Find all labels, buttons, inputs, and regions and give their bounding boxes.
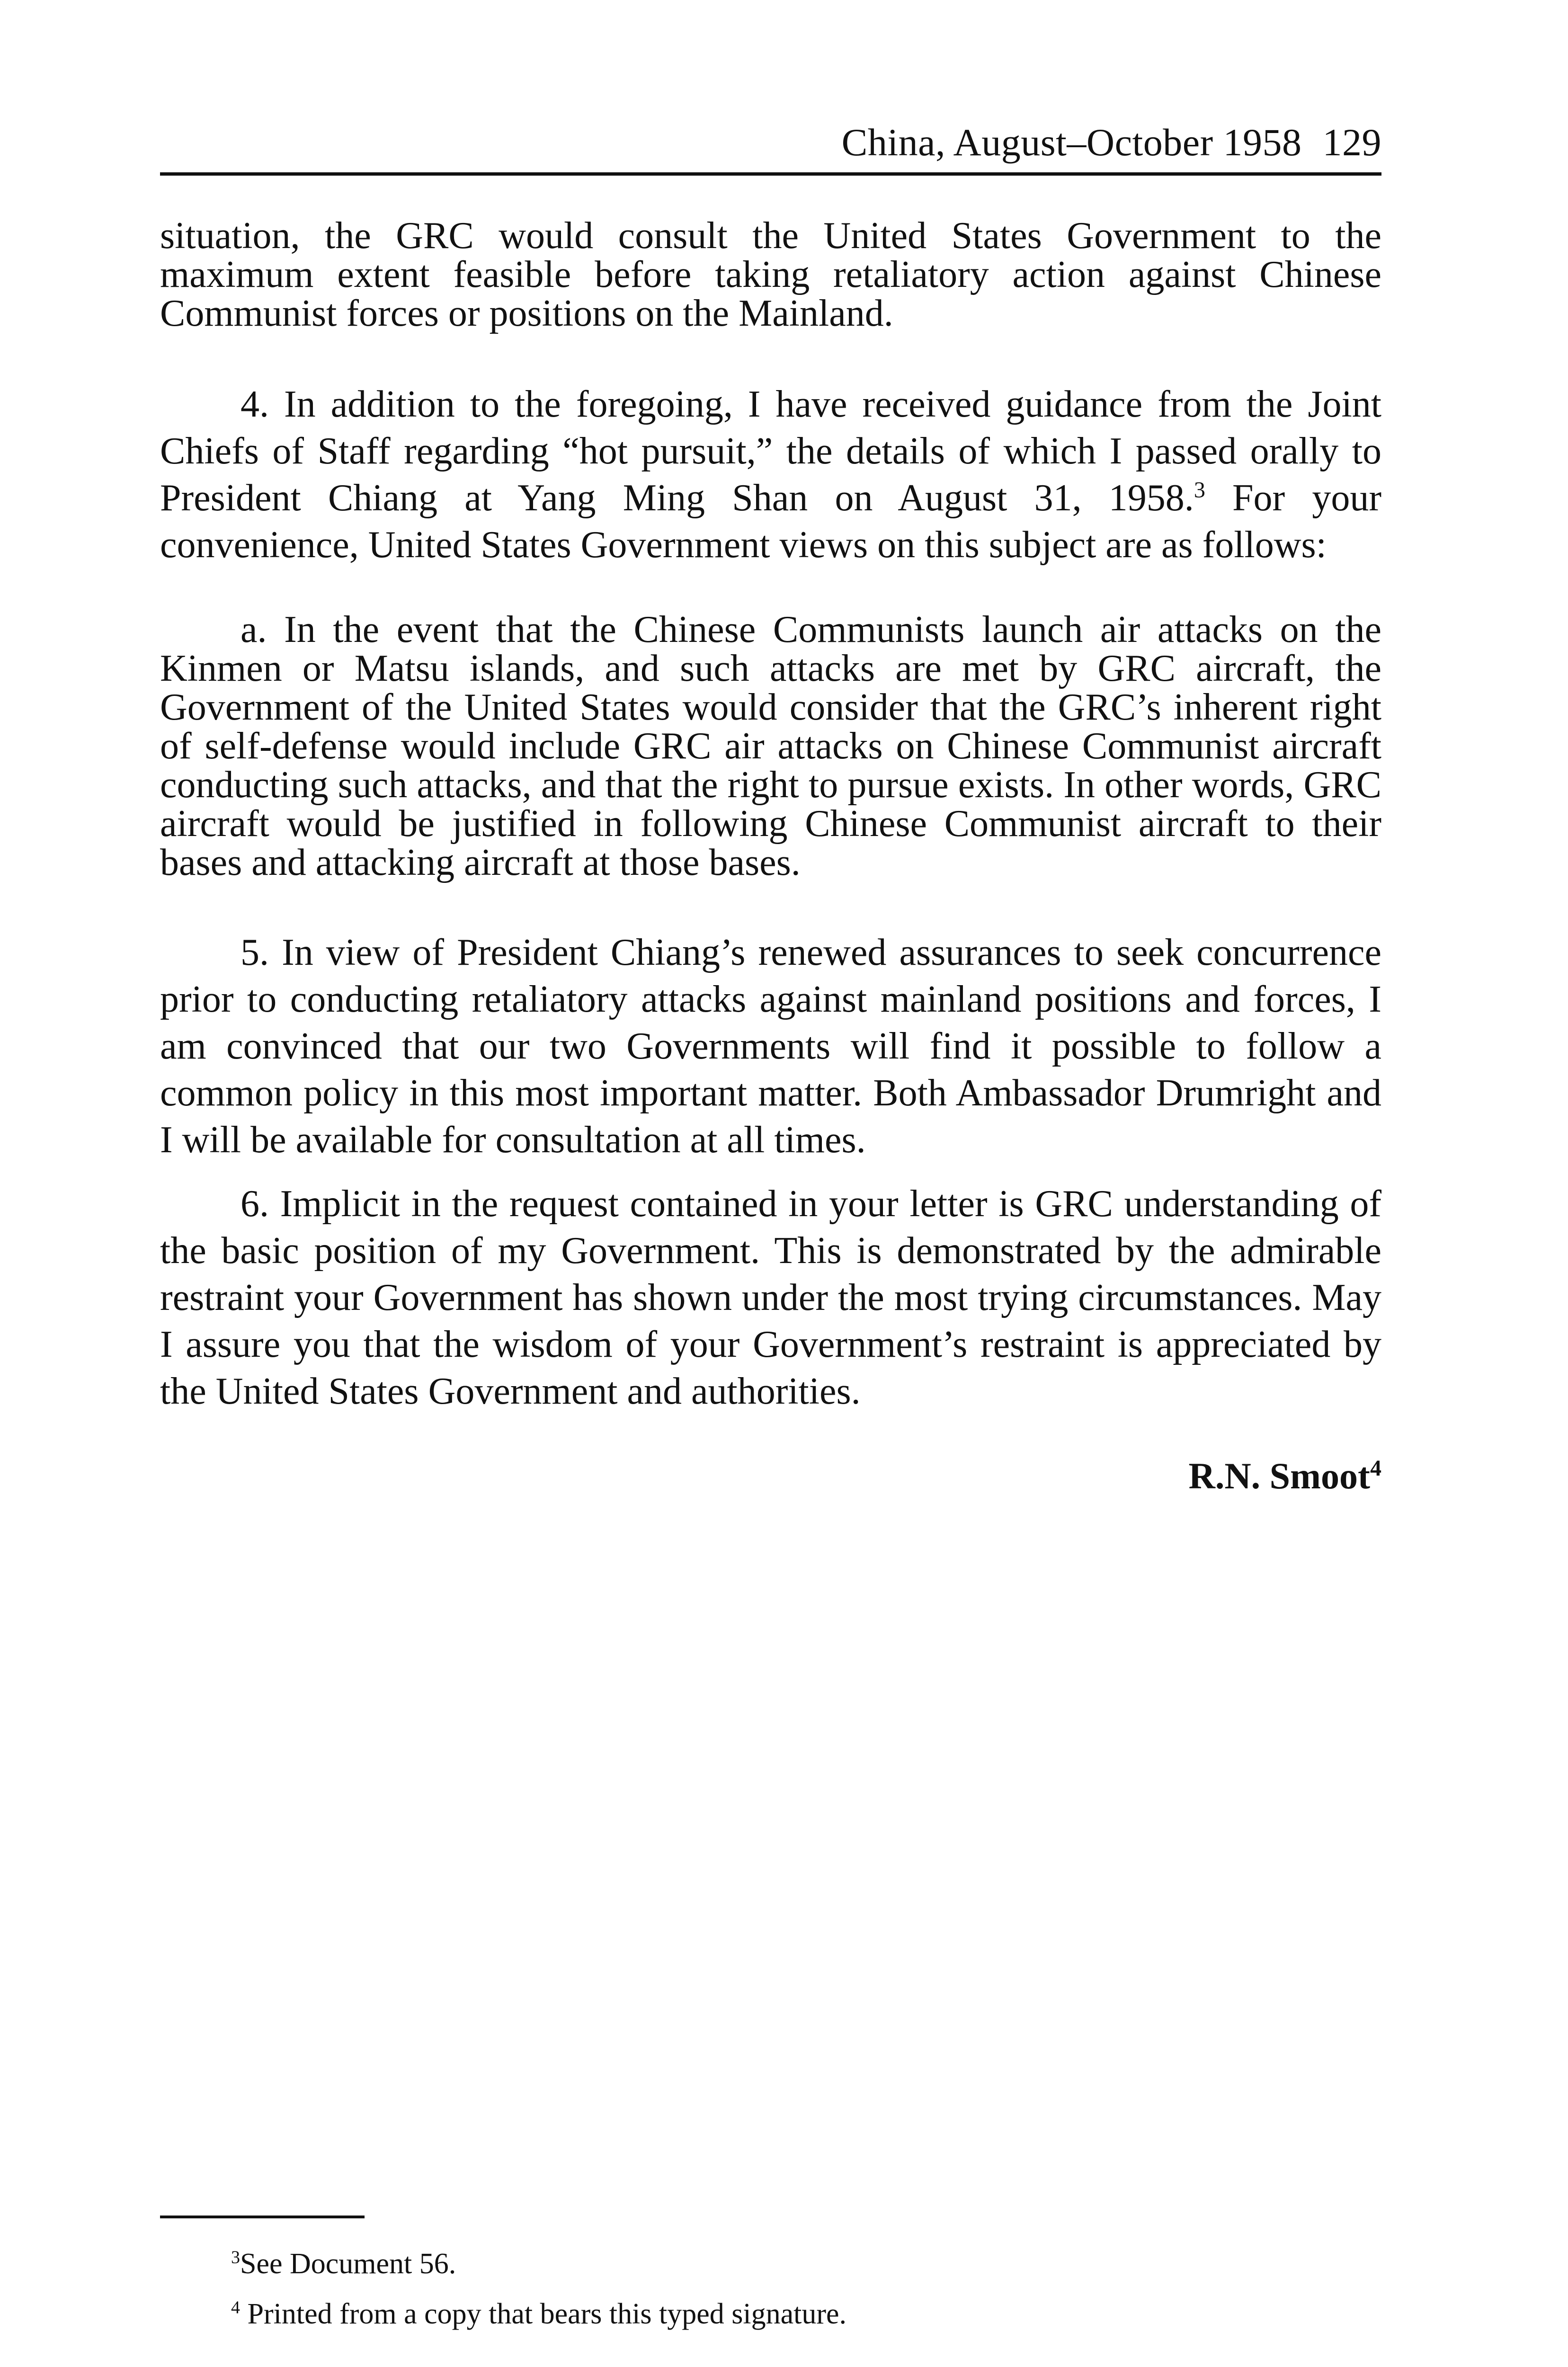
- paragraph-6: 6. Implicit in the request contained in your letter is GRC understanding of the basic position of my Government. This is demonstrated by the admirable restraint your Government has shown under the most trying circumstances. May I assure you that the wisdom of your Government’s restraint is appreciated by the United States Government and authorities.: [160, 1183, 1381, 1412]
- footnote-ref-3: 3: [1194, 477, 1205, 503]
- footnote-3-marker: 3: [231, 2247, 240, 2268]
- running-header: [160, 123, 1381, 162]
- running-title: China, August–October 1958: [841, 121, 1302, 164]
- letter-body: [160, 216, 1381, 1415]
- header-rule: [160, 172, 1381, 176]
- paragraph-4-text-continued: For your convenience, United States Government views on this subject are as follows:: [160, 477, 1381, 566]
- document-page: [160, 121, 1381, 2330]
- signature-block: [160, 1455, 1381, 1496]
- footnote-4: [231, 2295, 1367, 2333]
- paragraph-4-text: 4. In addition to the foregoing, I have received guidance from the Joint Chiefs of Staff regarding “hot pursuit,” the details of which I passed orally to President Chiang at Yang Ming Shan on August 31, 1958.: [160, 383, 1381, 519]
- footnote-3: [231, 2245, 1367, 2283]
- footnote-4-marker: 4: [231, 2297, 240, 2318]
- page-number: 129: [1322, 121, 1381, 164]
- footnote-3-text: See Document 56.: [240, 2248, 456, 2280]
- footnote-ref-4: 4: [1370, 1456, 1381, 1481]
- paragraph-5: 5. In view of President Chiang’s renewed assurances to seek concurrence prior to conducting retaliatory attacks against mainland positions and forces, I am convinced that our two Governments will find it possible to follow a common policy in this most important matter. Both Ambassador Drumright and I will be available for consultation at all times.: [160, 932, 1381, 1161]
- paragraph-4: [160, 381, 1381, 569]
- paragraph-continuation: situation, the GRC would consult the United States Government to the maximum extent feasible before taking retaliatory action against Chinese Communist forces or positions on the Mainland.: [160, 215, 1381, 334]
- footnote-4-text: Printed from a copy that bears this typed signature.: [247, 2298, 847, 2330]
- footnotes: [231, 2245, 1367, 2345]
- paragraph-4a: a. In the event that the Chinese Communists launch air attacks on the Kinmen or Matsu islands, and such attacks are met by GRC aircraft, the Government of the United States would consider that the GRC’s inherent right of self-defense would include GRC air attacks on Chinese Communist aircraft conducting such attacks, and that the right to pursue exists. In other words, GRC aircraft would be justified in following Chinese Communist aircraft to their bases and attacking aircraft at those bases.: [160, 609, 1381, 883]
- signature-name: R.N. Smoot: [1188, 1455, 1370, 1496]
- footnote-rule: [160, 2216, 365, 2218]
